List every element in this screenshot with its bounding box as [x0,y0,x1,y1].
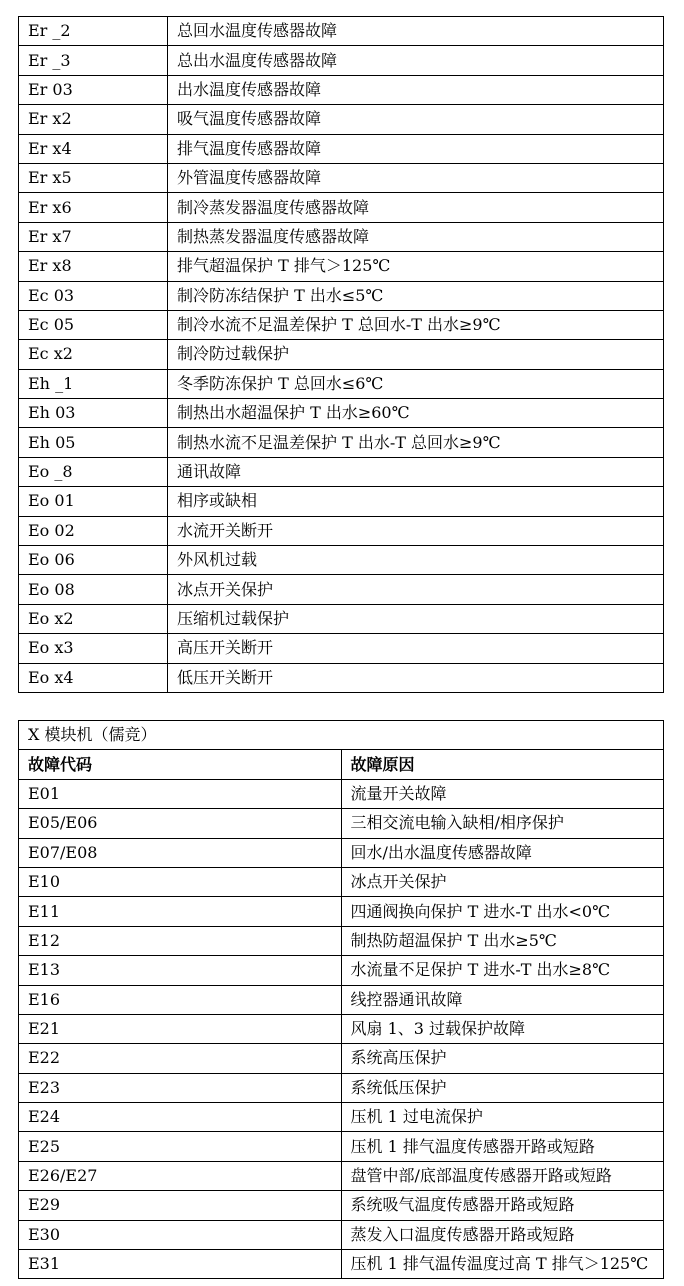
table-row [19,1044,664,1073]
table-caption-row [19,721,664,750]
fault-code-cell: Ec 05 [19,310,168,339]
fault-code-cell: E26/E27 [19,1161,342,1190]
table-row [19,604,664,633]
fault-cause-cell: 出水温度传感器故障 [168,75,664,104]
fault-code-cell: Er x4 [19,134,168,163]
table-row [19,546,664,575]
fault-cause-cell: 水流量不足保护 T 进水-T 出水≥8℃ [341,956,664,985]
fault-code-cell: E12 [19,926,342,955]
fault-cause-cell: 低压开关断开 [168,663,664,692]
fault-code-table-1-body [19,17,664,693]
fault-code-cell: E29 [19,1191,342,1220]
fault-code-cell: Er _3 [19,46,168,75]
table-row [19,134,664,163]
table-row [19,926,664,955]
header-fault-code: 故障代码 [19,750,342,779]
fault-cause-cell: 压机 1 排气温传温度过高 T 排气＞125℃ [341,1250,664,1279]
table-row [19,222,664,251]
table-row [19,1014,664,1043]
fault-cause-cell: 系统吸气温度传感器开路或短路 [341,1191,664,1220]
table-row [19,897,664,926]
fault-cause-cell: 冰点开关保护 [168,575,664,604]
fault-cause-cell: 冰点开关保护 [341,867,664,896]
fault-code-cell: Eo x4 [19,663,168,692]
table-row [19,17,664,46]
fault-cause-cell: 高压开关断开 [168,634,664,663]
fault-cause-cell: 系统低压保护 [341,1073,664,1102]
table-row [19,340,664,369]
fault-cause-cell: 流量开关故障 [341,779,664,808]
table-row [19,867,664,896]
fault-cause-cell: 制热防超温保护 T 出水≥5℃ [341,926,664,955]
fault-code-cell: Eo x3 [19,634,168,663]
fault-code-cell: Eh _1 [19,369,168,398]
fault-code-table-2 [18,720,664,1279]
fault-code-cell: Er x2 [19,105,168,134]
fault-cause-cell: 四通阀换向保护 T 进水-T 出水<0℃ [341,897,664,926]
table-row [19,634,664,663]
fault-code-cell: E24 [19,1103,342,1132]
fault-code-cell: E25 [19,1132,342,1161]
fault-cause-cell: 总出水温度传感器故障 [168,46,664,75]
table-row [19,1250,664,1279]
fault-code-table-2-body [19,721,664,1279]
header-fault-cause: 故障原因 [341,750,664,779]
fault-cause-cell: 制冷水流不足温差保护 T 总回水-T 出水≥9℃ [168,310,664,339]
fault-code-cell: Eo 06 [19,546,168,575]
fault-code-cell: Eh 05 [19,428,168,457]
table-row [19,779,664,808]
fault-cause-cell: 冬季防冻保护 T 总回水≤6℃ [168,369,664,398]
table-row [19,516,664,545]
table-row [19,105,664,134]
fault-code-cell: Eo 01 [19,487,168,516]
fault-cause-cell: 制冷蒸发器温度传感器故障 [168,193,664,222]
table-row [19,487,664,516]
fault-cause-cell: 外管温度传感器故障 [168,163,664,192]
fault-code-cell: Er _2 [19,17,168,46]
fault-cause-cell: 总回水温度传感器故障 [168,17,664,46]
table-row [19,1220,664,1249]
table-row [19,75,664,104]
fault-code-cell: E16 [19,985,342,1014]
fault-code-cell: Er 03 [19,75,168,104]
fault-cause-cell: 蒸发入口温度传感器开路或短路 [341,1220,664,1249]
table-row [19,252,664,281]
fault-code-cell: Er x6 [19,193,168,222]
table-caption: X 模块机（儒竞） [19,721,664,750]
fault-cause-cell: 风扇 1、3 过载保护故障 [341,1014,664,1043]
fault-cause-cell: 系统高压保护 [341,1044,664,1073]
fault-code-cell: E31 [19,1250,342,1279]
fault-code-cell: E10 [19,867,342,896]
fault-code-cell: Eo 08 [19,575,168,604]
fault-code-cell: Ec 03 [19,281,168,310]
fault-cause-cell: 压机 1 排气温度传感器开路或短路 [341,1132,664,1161]
fault-cause-cell: 排气超温保护 T 排气＞125℃ [168,252,664,281]
table-row [19,193,664,222]
fault-cause-cell: 制冷防冻结保护 T 出水≤5℃ [168,281,664,310]
fault-code-cell: Eo 02 [19,516,168,545]
table-row [19,163,664,192]
fault-cause-cell: 外风机过载 [168,546,664,575]
fault-cause-cell: 吸气温度传感器故障 [168,105,664,134]
fault-code-cell: E22 [19,1044,342,1073]
fault-code-table-1 [18,16,664,693]
fault-code-cell: Er x5 [19,163,168,192]
table-row [19,956,664,985]
fault-code-cell: E01 [19,779,342,808]
fault-cause-cell: 水流开关断开 [168,516,664,545]
fault-cause-cell: 回水/出水温度传感器故障 [341,838,664,867]
table-row [19,838,664,867]
table-row [19,809,664,838]
fault-cause-cell: 相序或缺相 [168,487,664,516]
fault-code-cell: Eo x2 [19,604,168,633]
table-row [19,46,664,75]
fault-code-cell: Er x7 [19,222,168,251]
fault-code-cell: E13 [19,956,342,985]
fault-code-cell: Eh 03 [19,399,168,428]
fault-code-cell: Eo _8 [19,457,168,486]
table-row [19,428,664,457]
table-row [19,1161,664,1190]
table-row [19,1191,664,1220]
table-row [19,310,664,339]
fault-code-cell: E11 [19,897,342,926]
fault-cause-cell: 制冷防过载保护 [168,340,664,369]
fault-cause-cell: 制热水流不足温差保护 T 出水-T 总回水≥9℃ [168,428,664,457]
table-row [19,369,664,398]
table-row [19,1132,664,1161]
fault-cause-cell: 线控器通讯故障 [341,985,664,1014]
fault-cause-cell: 三相交流电输入缺相/相序保护 [341,809,664,838]
fault-code-cell: Ec x2 [19,340,168,369]
fault-cause-cell: 盘管中部/底部温度传感器开路或短路 [341,1161,664,1190]
fault-cause-cell: 制热出水超温保护 T 出水≥60℃ [168,399,664,428]
fault-code-cell: E05/E06 [19,809,342,838]
table-row [19,575,664,604]
table-row [19,399,664,428]
fault-code-cell: E21 [19,1014,342,1043]
table-header-row [19,750,664,779]
table-row [19,1073,664,1102]
table-row [19,457,664,486]
fault-cause-cell: 通讯故障 [168,457,664,486]
table-row [19,281,664,310]
fault-code-cell: E23 [19,1073,342,1102]
fault-code-cell: E30 [19,1220,342,1249]
table-row [19,1103,664,1132]
fault-cause-cell: 压缩机过载保护 [168,604,664,633]
fault-cause-cell: 排气温度传感器故障 [168,134,664,163]
fault-cause-cell: 制热蒸发器温度传感器故障 [168,222,664,251]
fault-code-cell: Er x8 [19,252,168,281]
table-row [19,985,664,1014]
fault-cause-cell: 压机 1 过电流保护 [341,1103,664,1132]
fault-code-cell: E07/E08 [19,838,342,867]
table-row [19,663,664,692]
